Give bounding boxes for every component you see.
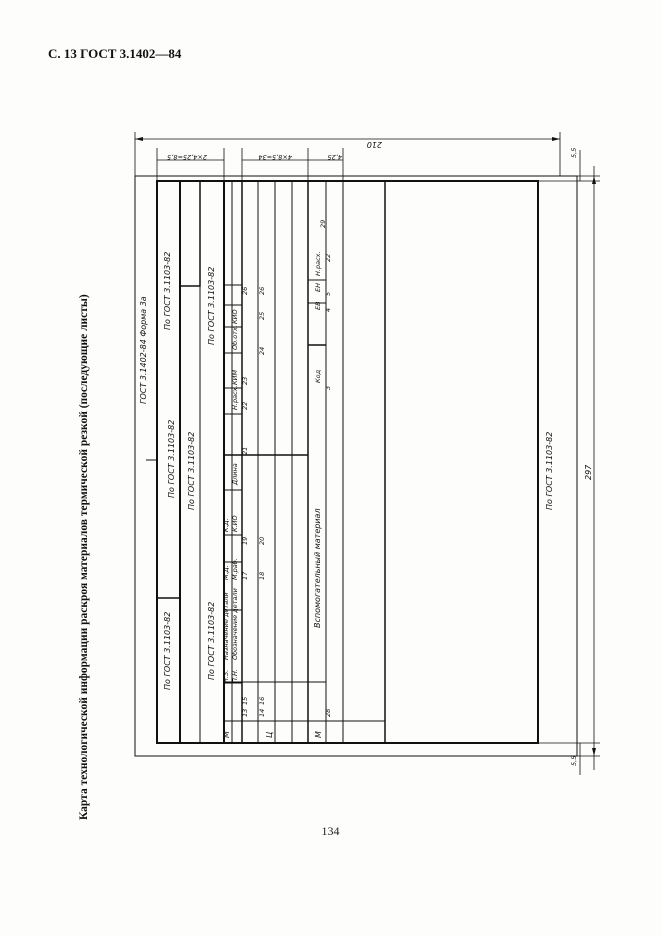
page-title: С. 13 ГОСТ 3.1402—84 — [48, 46, 182, 61]
dim-col-b: 4×8,5=34 — [258, 153, 292, 161]
cell-pn: П.Н. — [231, 669, 239, 683]
cell-en: ЕН — [314, 283, 322, 292]
ref-center: По ГОСТ 3.1103-82 — [187, 431, 196, 510]
cell-nz: Н.З. — [222, 669, 230, 683]
dim-col-a: 2×4,25=8,5 — [167, 153, 207, 161]
cell-kod: Код — [314, 369, 322, 383]
cell-k-d: К.Д. — [222, 518, 230, 532]
col-num-16: 16 — [258, 696, 266, 705]
ref-stepped: По ГОСТ 3.1103-82 — [167, 419, 176, 498]
row-code-c: Ц — [265, 731, 274, 738]
ref-left: По ГОСТ 3.1103-82 — [163, 611, 172, 690]
col-num-20: 20 — [258, 536, 266, 545]
cell-length: Длина — [231, 463, 239, 485]
form-caption: Карта технологической информации раскроя материалов термической резкой (последующие листы) — [78, 294, 90, 820]
col-num-13: 13 — [241, 708, 249, 717]
dim-height: 297 — [584, 464, 593, 480]
cell-k-io: К.ИО — [231, 515, 239, 532]
col-num-22b: 22 — [324, 253, 332, 262]
form-text — [139, 140, 593, 766]
col-num-25: 25 — [258, 311, 266, 320]
col-num-19: 19 — [241, 536, 249, 545]
cell-n-rask: Н.расх. — [231, 385, 239, 410]
cell-designation: Назначение детали — [222, 592, 230, 660]
row-code-m1: М — [222, 731, 231, 738]
cell-ev: ЕВ — [314, 301, 322, 310]
aux-material: Вспомогательный материал — [313, 508, 322, 628]
col-num-24: 24 — [258, 346, 266, 355]
col-num-28: 28 — [324, 708, 332, 717]
ref-bottom: По ГОСТ 3.1103-82 — [545, 431, 554, 510]
dim-width: 210 — [366, 140, 382, 149]
col-num-15: 15 — [241, 696, 249, 705]
col-num-4: 4 — [324, 307, 332, 312]
col-num-3: 3 — [324, 385, 332, 390]
col-num-22: 22 — [241, 401, 249, 410]
cell-m-det: М.Д. — [222, 565, 230, 580]
cell-kim: КИМ — [231, 369, 239, 385]
cell-designation-label: Обозначение детали — [231, 588, 239, 660]
dim-margin-bottom: 5,5 — [570, 755, 578, 766]
row-code-m2: М — [314, 731, 323, 738]
col-num-17: 17 — [241, 571, 249, 580]
page-number: 134 — [321, 824, 340, 838]
dim-margin-top: 5,5 — [570, 147, 578, 158]
col-num-26b: 26 — [258, 286, 266, 295]
form-label: ГОСТ 3.1402-84 Форма 3а — [139, 296, 148, 404]
dim-col-c: 4,25 — [327, 153, 342, 161]
col-num-29: 29 — [319, 219, 327, 228]
col-num-21: 21 — [241, 446, 249, 455]
cell-m-rab: М.раб. — [231, 558, 239, 580]
col-num-23: 23 — [241, 376, 249, 385]
cell-ob-otkh: Об.отх. — [231, 325, 239, 350]
col-num-18: 18 — [258, 571, 266, 580]
col-num-5: 5 — [324, 291, 332, 296]
cell-n-rask2: Н.расх. — [314, 251, 322, 276]
ref-mid: По ГОСТ 3.1103-82 — [207, 601, 216, 680]
ref-top: По ГОСТ 3.1103-82 — [163, 251, 172, 330]
ref-right: По ГОСТ 3.1103-82 — [207, 266, 216, 345]
col-num-14: 14 — [258, 708, 266, 717]
sheet-outer-border — [135, 176, 577, 756]
col-num-26a: 26 — [241, 286, 249, 295]
cell-kio: КИО — [231, 309, 239, 324]
